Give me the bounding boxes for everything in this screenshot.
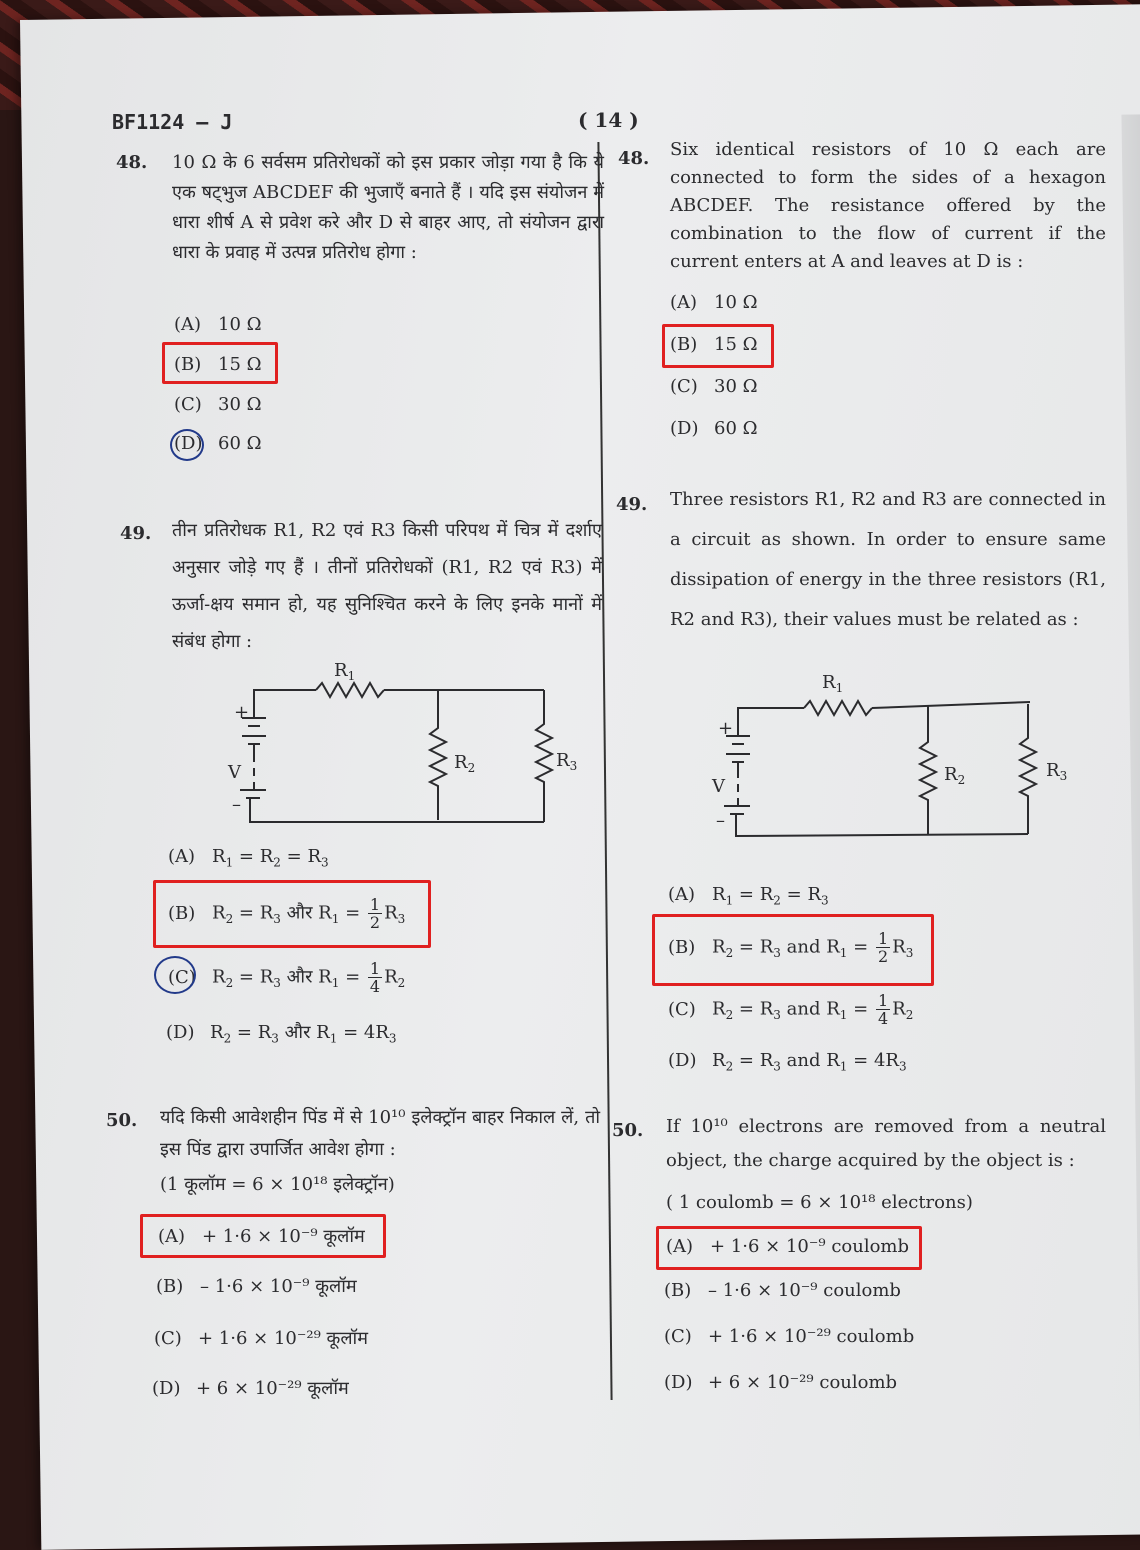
answer-highlight-box: [162, 342, 278, 384]
r1-label: $R_1$: [334, 660, 356, 683]
q49-option-c-english[interactable]: (C) $R_2 = R_3$ and $R_1$ = $\frac{1}{4}$ $R_2$: [668, 991, 914, 1028]
answer-highlight-box: [140, 1214, 386, 1258]
option-value: 30 Ω: [218, 394, 262, 415]
q49-option-b-hindi[interactable]: (B) $R_2 = R_3$ और $R_1$ = $\frac{1}{2}$ $R_3$: [168, 895, 406, 932]
answer-highlight-box: [656, 1226, 922, 1270]
q48-option-d-english[interactable]: (D) 60 Ω: [670, 418, 758, 439]
answer-highlight-box: [662, 324, 774, 368]
q50-option-d-hindi[interactable]: (D) + 6 × 10⁻²⁹ कूलॉम: [152, 1378, 349, 1399]
q50-note-english: ( 1 coulomb = 6 × 10¹⁸ electrons): [666, 1192, 973, 1213]
q49-option-d-hindi[interactable]: (D) $R_2 = R_3$ और $R_1 = 4R_3$: [166, 1022, 397, 1046]
r3-label: $R_3$: [1046, 760, 1068, 783]
q50-number-hindi: 50.: [106, 1110, 138, 1131]
top-wire-right: [872, 702, 1030, 708]
q48-option-c-english[interactable]: (C) 30 Ω: [670, 376, 758, 397]
top-wire: [254, 690, 316, 694]
option-value: 15 Ω: [218, 354, 262, 375]
q48-option-a-english[interactable]: (A) 10 Ω: [670, 292, 758, 313]
booklet-code: BF1124 – J: [112, 110, 233, 134]
bottom-wire: [250, 798, 544, 822]
q49-number-english: 49.: [616, 494, 648, 515]
option-label: (D): [174, 433, 203, 454]
q48-number-hindi: 48.: [116, 152, 148, 173]
option-value: 60 Ω: [218, 433, 262, 454]
r2-branch: [920, 706, 936, 834]
q49-option-d-english[interactable]: (D) $R_2 = R_3$ and $R_1 = 4R_3$: [668, 1050, 907, 1074]
q48-option-a-hindi[interactable]: [174, 314, 262, 335]
q50-number-english: 50.: [612, 1120, 644, 1141]
q48-option-c-hindi[interactable]: [174, 394, 262, 415]
q49-text-hindi: तीन प्रतिरोधक R1, R2 एवं R3 किसी परिपथ में चित्र में दर्शाए अनुसार जोड़े गए हैं । तीनों प्रतिरोधकों (R1, R2 एवं R3) में ऊर्जा-क्षय समान हो, यह सुनिश्चित करने के लिए इनके मानों में संबंध होगा :: [172, 520, 602, 652]
answer-highlight-box: [153, 880, 431, 948]
q49-text-english: Three resistors R1, R2 and R3 are connected in a circuit as shown. In order to ensure same dissipation of energy in the three resistors (R1, R2 and R3), their values must be related as :: [670, 489, 1106, 630]
minus-label: –: [716, 810, 725, 831]
top-wire: [738, 708, 804, 712]
minus-label: –: [232, 794, 241, 815]
r1-label: $R_1$: [822, 672, 844, 695]
q48-text-hindi: 10 Ω के 6 सर्वसम प्रतिरोधकों को इस प्रकार जोड़ा गया है कि ये एक षट्भुज ABCDEF की भुजाएँ बनाते हैं । यदि इस संयोजन में धारा शीर्ष A से प्रवेश करे और D से बाहर आए, तो संयोजन द्वारा धारा के प्रवाह में उत्पन्न प्रतिरोध होगा :: [172, 152, 604, 263]
r3-branch: [536, 690, 552, 822]
q49-option-b-english[interactable]: (B) $R_2 = R_3$ and $R_1$ = $\frac{1}{2}$ $R_3$: [668, 929, 914, 966]
q49-option-a-hindi[interactable]: (A) $R_1 = R_2 = R_3$: [168, 846, 329, 870]
q50-option-c-hindi[interactable]: (C) + 1·6 × 10⁻²⁹ कूलॉम: [154, 1328, 368, 1349]
pen-circle-mark: [154, 956, 196, 994]
q49-number-hindi: 49.: [120, 523, 152, 544]
r1-resistor: [316, 683, 384, 697]
page-number: ( 14 ): [578, 108, 639, 132]
r2-label: $R_2$: [944, 764, 966, 787]
option-label: (B): [174, 354, 202, 375]
voltage-label: V: [228, 762, 241, 783]
plus-label: +: [234, 702, 250, 723]
q50-option-a-hindi[interactable]: (A) + 1·6 × 10⁻⁹ कूलॉम: [158, 1226, 365, 1247]
circuit-diagram-hindi: [226, 650, 586, 830]
circuit-diagram-english: [710, 664, 1070, 844]
q50-option-c-english[interactable]: (C) + 1·6 × 10⁻²⁹ coulomb: [664, 1326, 915, 1347]
q48-text-english: Six identical resistors of 10 Ω each are connected to form the sides of a hexagon ABCDEF. The resistance offered by the combination to the flow of current if the current enters at A and leaves at D is :: [670, 139, 1106, 272]
q48-number-english: 48.: [618, 148, 650, 169]
voltage-label: V: [712, 776, 725, 797]
option-label: (A): [174, 314, 202, 335]
q50-option-b-english[interactable]: (B) – 1·6 × 10⁻⁹ coulomb: [664, 1280, 901, 1301]
q50-note-hindi: (1 कूलॉम = 6 × 10¹⁸ इलेक्ट्रॉन): [160, 1174, 395, 1195]
q49-option-c-hindi[interactable]: (C) $R_2 = R_3$ और $R_1$ = $\frac{1}{4}$ $R_2$: [168, 959, 406, 996]
q50-text-english: If 10¹⁰ electrons are removed from a neutral object, the charge acquired by the object is :: [666, 1116, 1106, 1171]
answer-highlight-box: [652, 914, 934, 986]
q50-option-b-hindi[interactable]: (B) – 1·6 × 10⁻⁹ कूलॉम: [156, 1276, 357, 1297]
r2-label: $R_2$: [454, 752, 476, 775]
option-value: 10 Ω: [218, 314, 262, 335]
r1-resistor: [804, 701, 872, 715]
bottom-wire: [736, 814, 1028, 836]
r3-label: $R_3$: [556, 750, 578, 773]
pen-circle-mark: [170, 429, 204, 461]
r3-branch: [1020, 704, 1036, 834]
option-label: (C): [174, 394, 202, 415]
plus-label: +: [718, 718, 734, 739]
q49-option-a-english[interactable]: (A) $R_1 = R_2 = R_3$: [668, 884, 829, 908]
q48-option-b-english[interactable]: (B) 15 Ω: [670, 334, 758, 355]
q50-option-a-english[interactable]: (A) + 1·6 × 10⁻⁹ coulomb: [666, 1236, 910, 1257]
q50-option-d-english[interactable]: (D) + 6 × 10⁻²⁹ coulomb: [664, 1372, 898, 1393]
r2-branch: [430, 690, 446, 820]
q50-text-hindi: यदि किसी आवेशहीन पिंड में से 10¹⁰ इलेक्ट्रॉन बाहर निकाल लें, तो इस पिंड द्वारा उपार्जित आवेश होगा :: [160, 1107, 600, 1160]
page-stack-edge: [1121, 114, 1140, 1530]
